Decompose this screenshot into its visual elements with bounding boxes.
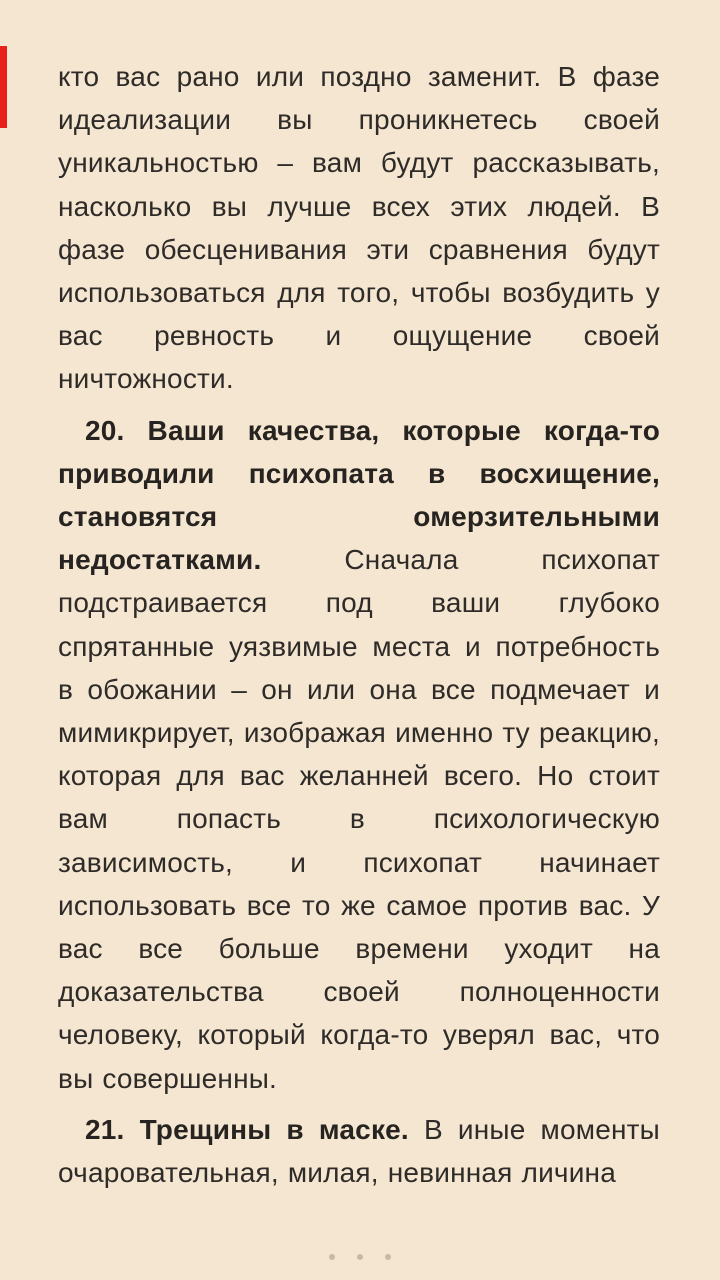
paragraph-heading: 20. Ваши качества, которые когда-то приводили психопата в восхищение, становятся омерзительными недостатками. (58, 414, 660, 576)
reader-page[interactable] (58, 55, 660, 1205)
paragraph-heading: 21. Трещины в маске. (85, 1113, 409, 1145)
page-indicator-dot (329, 1254, 335, 1260)
paragraph-text: кто вас рано или поздно заменит. В фазе идеализации вы проникнетесь своей уникальностью – вам будут рассказывать, насколько вы лучше всех этих людей. В фазе обесценивания эти сравнения будут использоваться для того, чтобы возбудить у вас ревность и ощущение своей ничтожности. (58, 61, 660, 395)
paragraph-item-20 (58, 409, 660, 1100)
paragraph-item-21 (58, 1108, 660, 1194)
paragraph-continuation (58, 55, 660, 401)
page-indicator (0, 1254, 720, 1260)
page-indicator-dot (357, 1254, 363, 1260)
page-indicator-dot (385, 1254, 391, 1260)
paragraph-text: В иные моменты очаровательная, милая, невинная личина (58, 1113, 660, 1189)
bookmark-marker[interactable] (0, 46, 7, 128)
paragraph-text: Сначала психопат подстраивается под ваши глубоко спрятанные уязвимые места и потребность в обожании – он или она все подмечает и мимикрирует, изображая именно ту реакцию, которая для вас желанней всего. Но стоит вам попасть в психологическую зависимость, и психопат начинает использовать все то же самое против вас. У вас все больше времени уходит на доказательства своей полноценности человеку, который когда-то уверял вас, что вы совершенны. (58, 544, 660, 1094)
